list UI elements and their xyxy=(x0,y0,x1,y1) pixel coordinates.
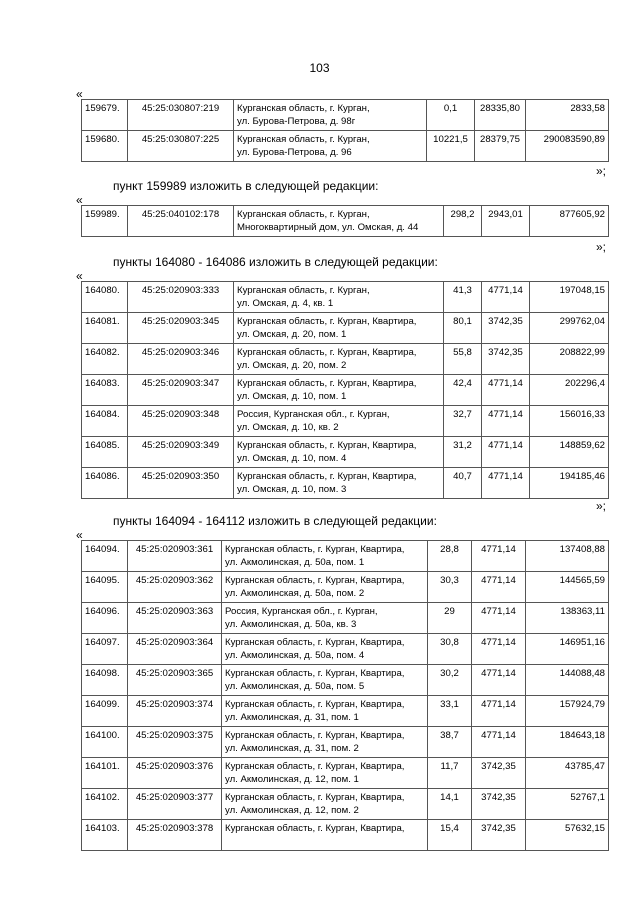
address xyxy=(234,468,444,499)
row-number: 164083. xyxy=(82,375,128,406)
address-line-2: ул. Акмолинская, д. 50а, пом. 1 xyxy=(225,556,365,568)
area: 80,1 xyxy=(444,313,482,344)
close-quote: »; xyxy=(596,499,607,513)
cadastral-number: 45:25:020903:377 xyxy=(128,789,222,820)
address-line-1: Курганская область, г. Курган, Квартира, xyxy=(237,347,417,358)
address-line-1: Курганская область, г. Курган, Квартира, xyxy=(225,699,405,710)
cadastral-number: 45:25:030807:219 xyxy=(128,100,234,131)
property-table-2 xyxy=(81,205,609,237)
value: 202296,4 xyxy=(530,375,609,406)
address-line-2: ул. Бурова-Петрова, д. 96 xyxy=(237,146,352,158)
area: 298,2 xyxy=(444,206,482,237)
area: 30,8 xyxy=(428,634,472,665)
address-line-2: ул. Акмолинская, д. 50а, кв. 3 xyxy=(225,618,357,630)
cadastral-number: 45:25:020903:346 xyxy=(128,344,234,375)
cadastral-number: 45:25:020903:378 xyxy=(128,820,222,851)
row-number: 164081. xyxy=(82,313,128,344)
address xyxy=(222,758,428,789)
table-row xyxy=(82,344,609,375)
address xyxy=(234,406,444,437)
open-quote: « xyxy=(76,528,83,542)
table-row xyxy=(82,572,609,603)
page-number: 103 xyxy=(309,61,330,75)
address xyxy=(222,572,428,603)
row-number: 164084. xyxy=(82,406,128,437)
rate: 4771,14 xyxy=(472,727,526,758)
property-table-3 xyxy=(81,281,609,499)
value: 148859,62 xyxy=(530,437,609,468)
address xyxy=(222,603,428,634)
area: 11,7 xyxy=(428,758,472,789)
value: 194185,46 xyxy=(530,468,609,499)
address-line-2: ул. Омская, д. 10, пом. 3 xyxy=(237,483,347,495)
section-heading: пункты 164094 - 164112 изложить в следующей редакции: xyxy=(113,514,437,528)
area: 33,1 xyxy=(428,696,472,727)
row-number: 164094. xyxy=(82,541,128,572)
area: 15,4 xyxy=(428,820,472,851)
rate: 3742,35 xyxy=(472,789,526,820)
row-number: 164103. xyxy=(82,820,128,851)
address-line-1: Курганская область, г. Курган, Квартира, xyxy=(237,471,417,482)
address xyxy=(222,665,428,696)
property-table-1 xyxy=(81,99,609,162)
address-line-2: ул. Омская, д. 20, пом. 2 xyxy=(237,359,347,371)
address xyxy=(222,820,428,851)
address xyxy=(234,282,444,313)
address-line-1: Курганская область, г. Курган, Квартира, xyxy=(225,668,405,679)
table-row xyxy=(82,406,609,437)
close-quote: »; xyxy=(596,164,607,178)
table-row xyxy=(82,665,609,696)
table-row xyxy=(82,727,609,758)
address-line-1: Курганская область, г. Курган, Квартира, xyxy=(225,823,405,834)
rate: 4771,14 xyxy=(472,634,526,665)
value: 299762,04 xyxy=(530,313,609,344)
address-line-1: Курганская область, г. Курган, xyxy=(237,103,370,114)
rate: 4771,14 xyxy=(472,665,526,696)
address-line-1: Курганская область, г. Курган, Квартира, xyxy=(225,637,405,648)
area: 29 xyxy=(428,603,472,634)
cadastral-number: 45:25:020903:363 xyxy=(128,603,222,634)
address xyxy=(234,344,444,375)
value: 290083590,89 xyxy=(526,131,609,162)
row-number: 164099. xyxy=(82,696,128,727)
table-row xyxy=(82,282,609,313)
open-quote: « xyxy=(76,87,83,101)
cadastral-number: 45:25:020903:362 xyxy=(128,572,222,603)
property-table-4 xyxy=(81,540,609,851)
table-row xyxy=(82,603,609,634)
rate: 4771,14 xyxy=(482,375,530,406)
address xyxy=(234,100,427,131)
table-row xyxy=(82,437,609,468)
address xyxy=(222,789,428,820)
rate: 3742,35 xyxy=(472,820,526,851)
row-number: 159989. xyxy=(82,206,128,237)
value: 197048,15 xyxy=(530,282,609,313)
area: 30,2 xyxy=(428,665,472,696)
address-line-2 xyxy=(225,836,424,849)
table-row xyxy=(82,696,609,727)
address-line-1: Курганская область, г. Курган, Квартира, xyxy=(237,378,417,389)
table-row xyxy=(82,206,609,237)
cadastral-number: 45:25:020903:374 xyxy=(128,696,222,727)
rate: 4771,14 xyxy=(472,696,526,727)
address-line-1: Курганская область, г. Курган, Квартира, xyxy=(237,316,417,327)
row-number: 164086. xyxy=(82,468,128,499)
cadastral-number: 45:25:020903:375 xyxy=(128,727,222,758)
row-number: 164101. xyxy=(82,758,128,789)
table-row xyxy=(82,468,609,499)
area: 41,3 xyxy=(444,282,482,313)
address-line-2: Многоквартирный дом, ул. Омская, д. 44 xyxy=(237,221,419,233)
address-line-1: Курганская область, г. Курган, xyxy=(237,285,370,296)
cadastral-number: 45:25:020903:376 xyxy=(128,758,222,789)
row-number: 164096. xyxy=(82,603,128,634)
area: 10221,5 xyxy=(427,131,475,162)
area: 28,8 xyxy=(428,541,472,572)
address xyxy=(222,727,428,758)
address-line-2: ул. Омская, д. 20, пом. 1 xyxy=(237,328,347,340)
rate: 4771,14 xyxy=(472,572,526,603)
address-line-2: ул. Акмолинская, д. 31, пом. 2 xyxy=(225,742,359,754)
table-row xyxy=(82,131,609,162)
rate: 2943,01 xyxy=(482,206,530,237)
address xyxy=(234,437,444,468)
address-line-2: ул. Акмолинская, д. 50а, пом. 2 xyxy=(225,587,365,599)
address-line-1: Курганская область, г. Курган, xyxy=(237,134,370,145)
area: 40,7 xyxy=(444,468,482,499)
cadastral-number: 45:25:020903:333 xyxy=(128,282,234,313)
close-quote: »; xyxy=(596,240,607,254)
row-number: 159680. xyxy=(82,131,128,162)
row-number: 164102. xyxy=(82,789,128,820)
row-number: 164100. xyxy=(82,727,128,758)
rate: 3742,35 xyxy=(482,344,530,375)
address xyxy=(234,375,444,406)
table-row xyxy=(82,758,609,789)
row-number: 164085. xyxy=(82,437,128,468)
area: 38,7 xyxy=(428,727,472,758)
cadastral-number: 45:25:020903:348 xyxy=(128,406,234,437)
address xyxy=(234,206,444,237)
address-line-1: Курганская область, г. Курган, Квартира, xyxy=(237,440,417,451)
address-line-2: ул. Акмолинская, д. 12, пом. 2 xyxy=(225,804,359,816)
address-line-1: Курганская область, г. Курган, Квартира, xyxy=(225,730,405,741)
table-row xyxy=(82,541,609,572)
value: 43785,47 xyxy=(526,758,609,789)
area: 32,7 xyxy=(444,406,482,437)
open-quote: « xyxy=(76,193,83,207)
row-number: 159679. xyxy=(82,100,128,131)
rate: 3742,35 xyxy=(472,758,526,789)
rate: 28379,75 xyxy=(475,131,526,162)
cadastral-number: 45:25:040102:178 xyxy=(128,206,234,237)
address-line-2: ул. Омская, д. 10, кв. 2 xyxy=(237,421,339,433)
table-row xyxy=(82,313,609,344)
address-line-1: Курганская область, г. Курган, Квартира, xyxy=(225,792,405,803)
table-row xyxy=(82,100,609,131)
rate: 4771,14 xyxy=(472,541,526,572)
cadastral-number: 45:25:030807:225 xyxy=(128,131,234,162)
value: 2833,58 xyxy=(526,100,609,131)
rate: 28335,80 xyxy=(475,100,526,131)
address-line-1: Россия, Курганская обл., г. Курган, xyxy=(237,409,390,420)
section-heading: пункты 164080 - 164086 изложить в следующей редакции: xyxy=(113,255,438,269)
area: 31,2 xyxy=(444,437,482,468)
value: 144565,59 xyxy=(526,572,609,603)
address-line-2: ул. Акмолинская, д. 31, пом. 1 xyxy=(225,711,359,723)
value: 146951,16 xyxy=(526,634,609,665)
row-number: 164098. xyxy=(82,665,128,696)
address xyxy=(234,131,427,162)
cadastral-number: 45:25:020903:345 xyxy=(128,313,234,344)
address-line-1: Россия, Курганская обл., г. Курган, xyxy=(225,606,378,617)
row-number: 164082. xyxy=(82,344,128,375)
cadastral-number: 45:25:020903:347 xyxy=(128,375,234,406)
table-row xyxy=(82,789,609,820)
value: 208822,99 xyxy=(530,344,609,375)
table-row xyxy=(82,634,609,665)
address-line-1: Курганская область, г. Курган, xyxy=(237,209,370,220)
cadastral-number: 45:25:020903:364 xyxy=(128,634,222,665)
rate: 4771,14 xyxy=(482,437,530,468)
address-line-1: Курганская область, г. Курган, Квартира, xyxy=(225,544,405,555)
row-number: 164080. xyxy=(82,282,128,313)
area: 42,4 xyxy=(444,375,482,406)
value: 52767,1 xyxy=(526,789,609,820)
table-row xyxy=(82,375,609,406)
value: 57632,15 xyxy=(526,820,609,851)
rate: 4771,14 xyxy=(482,282,530,313)
value: 138363,11 xyxy=(526,603,609,634)
area: 14,1 xyxy=(428,789,472,820)
address xyxy=(222,541,428,572)
rate: 4771,14 xyxy=(482,468,530,499)
value: 144088,48 xyxy=(526,665,609,696)
value: 877605,92 xyxy=(530,206,609,237)
address-line-1: Курганская область, г. Курган, Квартира, xyxy=(225,761,405,772)
section-heading: пункт 159989 изложить в следующей редакции: xyxy=(113,179,379,193)
open-quote: « xyxy=(76,269,83,283)
area: 55,8 xyxy=(444,344,482,375)
address-line-2: ул. Омская, д. 4, кв. 1 xyxy=(237,297,334,309)
address-line-2: ул. Омская, д. 10, пом. 1 xyxy=(237,390,347,402)
cadastral-number: 45:25:020903:350 xyxy=(128,468,234,499)
address-line-2: ул. Акмолинская, д. 50а, пом. 5 xyxy=(225,680,365,692)
address xyxy=(222,696,428,727)
value: 156016,33 xyxy=(530,406,609,437)
address xyxy=(234,313,444,344)
area: 30,3 xyxy=(428,572,472,603)
cadastral-number: 45:25:020903:365 xyxy=(128,665,222,696)
rate: 3742,35 xyxy=(482,313,530,344)
row-number: 164097. xyxy=(82,634,128,665)
row-number: 164095. xyxy=(82,572,128,603)
address-line-2: ул. Акмолинская, д. 50а, пом. 4 xyxy=(225,649,365,661)
area: 0,1 xyxy=(427,100,475,131)
cadastral-number: 45:25:020903:361 xyxy=(128,541,222,572)
value: 137408,88 xyxy=(526,541,609,572)
address-line-2: ул. Бурова-Петрова, д. 98г xyxy=(237,115,356,127)
cadastral-number: 45:25:020903:349 xyxy=(128,437,234,468)
address-line-2: ул. Омская, д. 10, пом. 4 xyxy=(237,452,347,464)
table-row xyxy=(82,820,609,851)
value: 157924,79 xyxy=(526,696,609,727)
address-line-2: ул. Акмолинская, д. 12, пом. 1 xyxy=(225,773,359,785)
value: 184643,18 xyxy=(526,727,609,758)
address-line-1: Курганская область, г. Курган, Квартира, xyxy=(225,575,405,586)
rate: 4771,14 xyxy=(472,603,526,634)
rate: 4771,14 xyxy=(482,406,530,437)
address xyxy=(222,634,428,665)
